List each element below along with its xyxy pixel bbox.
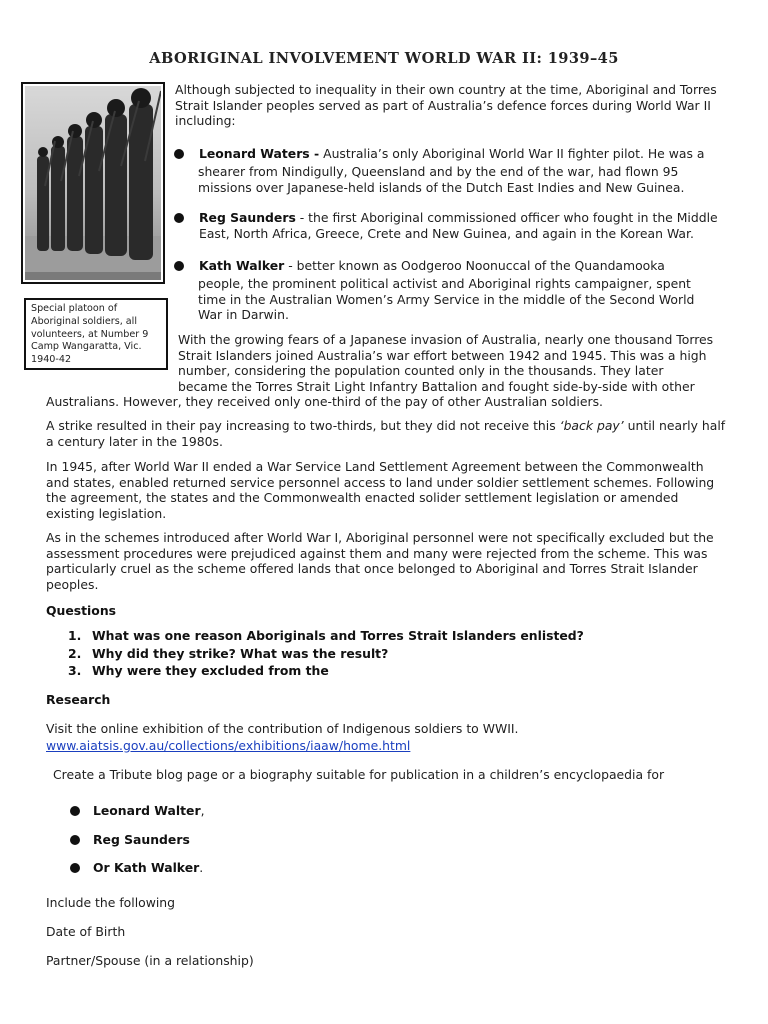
soldiers-photo-image (25, 86, 161, 280)
tribute-punct: . (199, 860, 204, 875)
schemes-paragraph: As in the schemes introduced after World War I, Aboriginal personnel were not specifically excluded but the assessment procedures were prejudiced against them and many were rejected from the scheme. This was particularly cruel as the scheme offered lands that once belonged to Aboriginal and Torres Strait Islander peoples. (46, 530, 714, 592)
bullet-dot (174, 149, 184, 159)
date-of-birth-item: Date of Birth (46, 924, 126, 939)
page-title: ABORIGINAL INVOLVEMENT WORLD WAR II: 1939–45 (149, 50, 619, 67)
bullet-dot (174, 261, 184, 271)
question-text: Why did they strike? What was the result? (92, 645, 389, 661)
include-heading: Include the following (46, 895, 176, 910)
question-item (46, 628, 646, 646)
questions-heading: Questions (46, 603, 117, 618)
question-text: Why were they excluded from the (92, 663, 329, 678)
bullet-dot (174, 213, 184, 223)
question-number: 1. (68, 628, 82, 643)
bullet-continuation: people, the prominent political activist and Aboriginal rights campaigner, spent time in the Australian Women’s Army Service in the middle of the Second World War in Darwin. (198, 276, 695, 323)
strike-text-end: until nearly half a century later in the 1980s. (46, 418, 726, 449)
tribute-instruction: Create a Tribute blog page or a biography suitable for publication in a children’s encyclopaedia for (53, 767, 665, 782)
paragraph-line: Strait Islanders joined Australia’s war effort between 1942 and 1945. This was a high (178, 347, 707, 363)
bullet-dot (70, 835, 80, 845)
paragraph-line: number, considering the population counted only in the thousands. They later (178, 363, 664, 379)
strike-paragraph (46, 418, 726, 449)
question-item (46, 663, 646, 681)
bullet-name: Leonard Waters - (199, 146, 320, 161)
bullet-dot (70, 806, 80, 816)
back-pay-emphasis: ‘back pay’ (559, 418, 624, 433)
bullet-continuation: shearer from Nindigully, Queensland and by the end of the war, had flown 95 missions over Japanese-held islands of the Dutch East Indies and New Guinea. (198, 164, 685, 195)
intro-paragraph: Although subjected to inequality in their own country at the time, Aboriginal and Torres Strait Islander peoples served as part of Australia’s defence forces during World War II including: (175, 82, 717, 129)
exhibition-link[interactable]: www.aiatsis.gov.au/collections/exhibitions/iaaw/home.html (46, 738, 411, 753)
paragraph-line: became the Torres Strait Light Infantry Battalion and fought side-by-side with other (178, 378, 695, 394)
soldiers-photo (21, 82, 165, 284)
partner-item: Partner/Spouse (in a relationship) (46, 953, 254, 968)
land-settlement-paragraph: In 1945, after World War II ended a War Service Land Settlement Agreement between the Commonwealth and states, enabled returned service personnel access to land under soldier settlement schemes. Following the agreement, the states and the Commonwealth enacted solider settlement legislation or amended existing legislation. (46, 459, 715, 521)
bullet-text: - the first Aboriginal commissioned officer who fought in the Middle East, North Africa, Greece, Crete and New Guinea, and again in the Korean War. (199, 210, 718, 241)
bullet-name: Kath Walker (199, 258, 285, 273)
torres-strait-paragraph (46, 332, 726, 410)
paragraph-line: With the growing fears of a Japanese invasion of Australia, nearly one thousand Torres (178, 332, 714, 347)
question-number: 2. (68, 645, 82, 661)
bullet-text: Australia’s only Aboriginal World War II fighter pilot. He was a (319, 146, 705, 161)
research-heading: Research (46, 692, 111, 707)
tribute-name: Leonard Walter (93, 803, 201, 818)
research-visit-text: Visit the online exhibition of the contribution of Indigenous soldiers to WWII. (46, 721, 519, 736)
question-text: What was one reason Aboriginals and Torres Strait Islanders enlisted? (92, 628, 584, 643)
tribute-name: Or Kath Walker (93, 860, 200, 875)
bullet-dot (70, 863, 80, 873)
bullet-text: - better known as Oodgeroo Noonuccal of the Quandamooka (284, 258, 665, 273)
strike-text: A strike resulted in their pay increasing to two-thirds, but they did not receive this (46, 418, 560, 433)
photo-caption: Special platoon of Aboriginal soldiers, all volunteers, at Number 9 Camp Wangaratta, Vic. 1940-42 (24, 298, 168, 370)
tribute-name: Reg Saunders (93, 832, 190, 847)
paragraph-line: Australians. However, they received only one-third of the pay of other Australian soldiers. (46, 394, 603, 410)
questions-list (46, 628, 646, 681)
question-item (46, 646, 646, 664)
bullet-name: Reg Saunders (199, 210, 296, 225)
tribute-punct: , (200, 803, 205, 818)
question-number: 3. (68, 663, 82, 678)
